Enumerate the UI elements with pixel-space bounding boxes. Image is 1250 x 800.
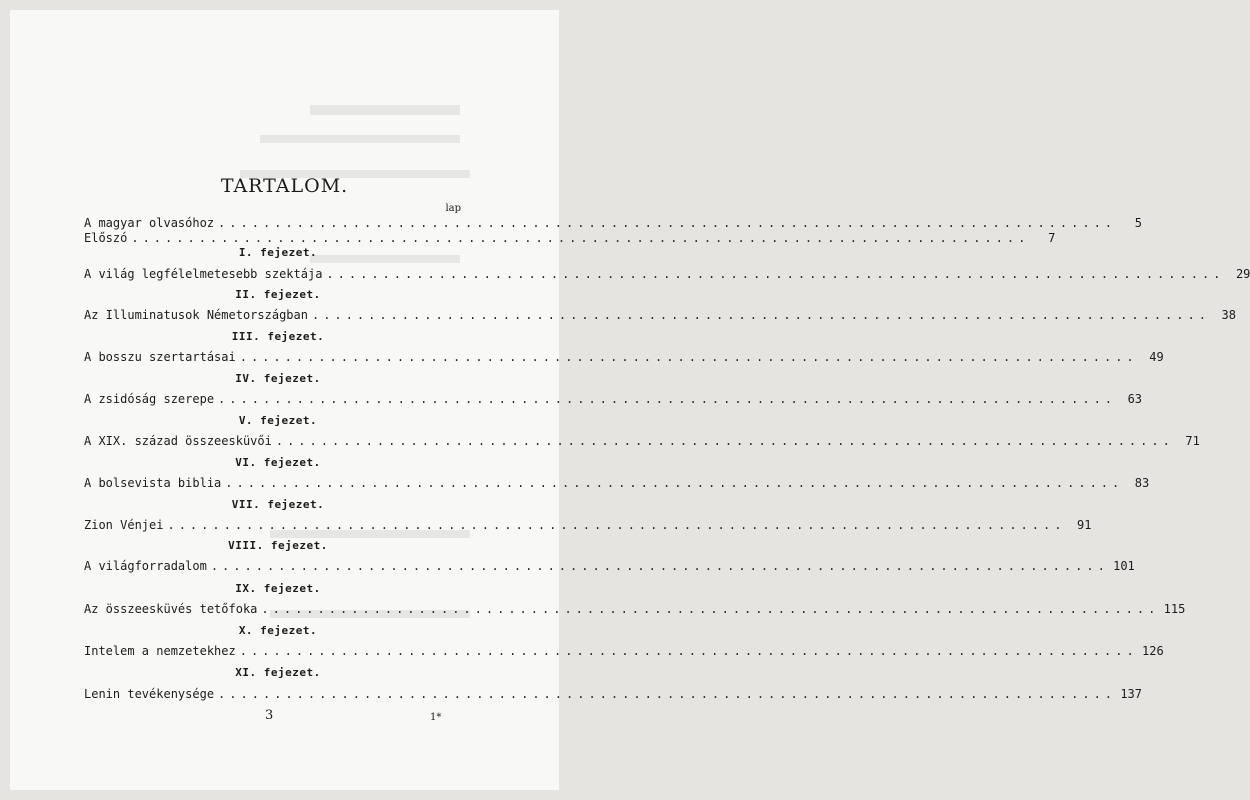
signature-mark: 1*: [430, 712, 442, 723]
chapter-heading: I. fejezet.: [238, 246, 318, 259]
chapter-heading: III. fejezet.: [231, 330, 325, 343]
toc-entry[interactable]: [84, 476, 1150, 492]
chapter-heading: VI. fejezet.: [235, 456, 321, 469]
dot-leader: ................................................................................: [218, 687, 1117, 701]
toc-entry-page: 115: [1163, 602, 1186, 616]
toc-entry[interactable]: [84, 687, 1143, 703]
toc-entry-page: 83: [1134, 476, 1150, 490]
toc-entry-page: 91: [1077, 518, 1092, 532]
dot-leader: ................................................................................: [218, 392, 1117, 406]
toc-entry-page: 38: [1221, 308, 1236, 322]
toc-entry-title: Zion Vénjei: [84, 518, 164, 532]
dot-leader: ................................................................................: [275, 434, 1174, 448]
toc-entry-page: 101: [1113, 559, 1135, 573]
dot-leader: ................................................................................: [167, 518, 1066, 532]
chapter-heading: IV. fejezet.: [235, 372, 321, 385]
toc-entry-title: Előszó: [84, 231, 128, 245]
chapter-heading: II. fejezet.: [235, 288, 321, 301]
toc-entry-page: 5: [1134, 216, 1143, 230]
toc-entry-page: 137: [1120, 687, 1143, 701]
bleed-through-mark: [260, 135, 460, 143]
dot-leader: ................................................................................: [131, 231, 1030, 245]
toc-entry-title: A világforradalom: [84, 559, 207, 573]
toc-entry-page: 49: [1149, 350, 1164, 364]
toc-entry[interactable]: [84, 231, 1056, 247]
toc-entry-page: 29: [1235, 267, 1250, 281]
dot-leader: ................................................................................: [311, 308, 1210, 322]
toc-entry-page: 126: [1142, 644, 1164, 658]
toc-entry-title: A magyar olvasóhoz: [84, 216, 215, 230]
page-title: TARTALOM.: [220, 175, 349, 197]
page-column-label: lap: [445, 203, 461, 214]
chapter-heading: VIII. fejezet.: [228, 539, 328, 552]
toc-entry[interactable]: [84, 518, 1092, 534]
dot-leader: ................................................................................: [239, 644, 1138, 658]
toc-entry-page: 71: [1185, 434, 1200, 448]
dot-leader: ................................................................................: [326, 267, 1225, 281]
toc-entry-title: Intelem a nemzetekhez: [84, 644, 236, 658]
toc-entry[interactable]: [84, 644, 1164, 660]
toc-entry-title: A XIX. század összeesküvői: [84, 434, 272, 448]
toc-entry[interactable]: [84, 308, 1236, 324]
toc-entry-title: A zsidóság szerepe: [84, 392, 215, 406]
toc-entry[interactable]: [84, 602, 1186, 618]
dot-leader: ................................................................................: [210, 559, 1109, 573]
toc-entry[interactable]: [84, 434, 1200, 450]
toc-entry-title: Lenin tevékenysége: [84, 687, 215, 701]
chapter-heading: IX. fejezet.: [235, 582, 321, 595]
dot-leader: ................................................................................: [261, 602, 1160, 616]
chapter-heading: VII. fejezet.: [231, 498, 325, 511]
dot-leader: ................................................................................: [218, 216, 1117, 230]
page-number: 3: [265, 708, 274, 723]
dot-leader: ................................................................................: [239, 350, 1138, 364]
chapter-heading: V. fejezet.: [238, 414, 318, 427]
toc-entry-title: A bosszu szertartásai: [84, 350, 236, 364]
bleed-through-mark: [310, 105, 460, 115]
toc-entry-title: Az összeesküvés tetőfoka: [84, 602, 258, 616]
chapter-heading: XI. fejezet.: [235, 666, 321, 679]
toc-entry-title: A bolsevista biblia: [84, 476, 222, 490]
toc-entry-page: 7: [1048, 231, 1056, 245]
dot-leader: ................................................................................: [225, 476, 1124, 490]
toc-entry-page: 63: [1127, 392, 1143, 406]
toc-entry[interactable]: [84, 216, 1143, 232]
toc-entry[interactable]: [84, 559, 1135, 575]
toc-entry[interactable]: [84, 350, 1164, 366]
toc-entry-title: Az Illuminatusok Németországban: [84, 308, 308, 322]
toc-entry-title: A világ legfélelmetesebb szektája: [84, 267, 323, 281]
toc-entry[interactable]: [84, 392, 1143, 408]
toc-entry[interactable]: [84, 267, 1250, 283]
book-page: [10, 10, 1250, 790]
chapter-heading: X. fejezet.: [238, 624, 318, 637]
